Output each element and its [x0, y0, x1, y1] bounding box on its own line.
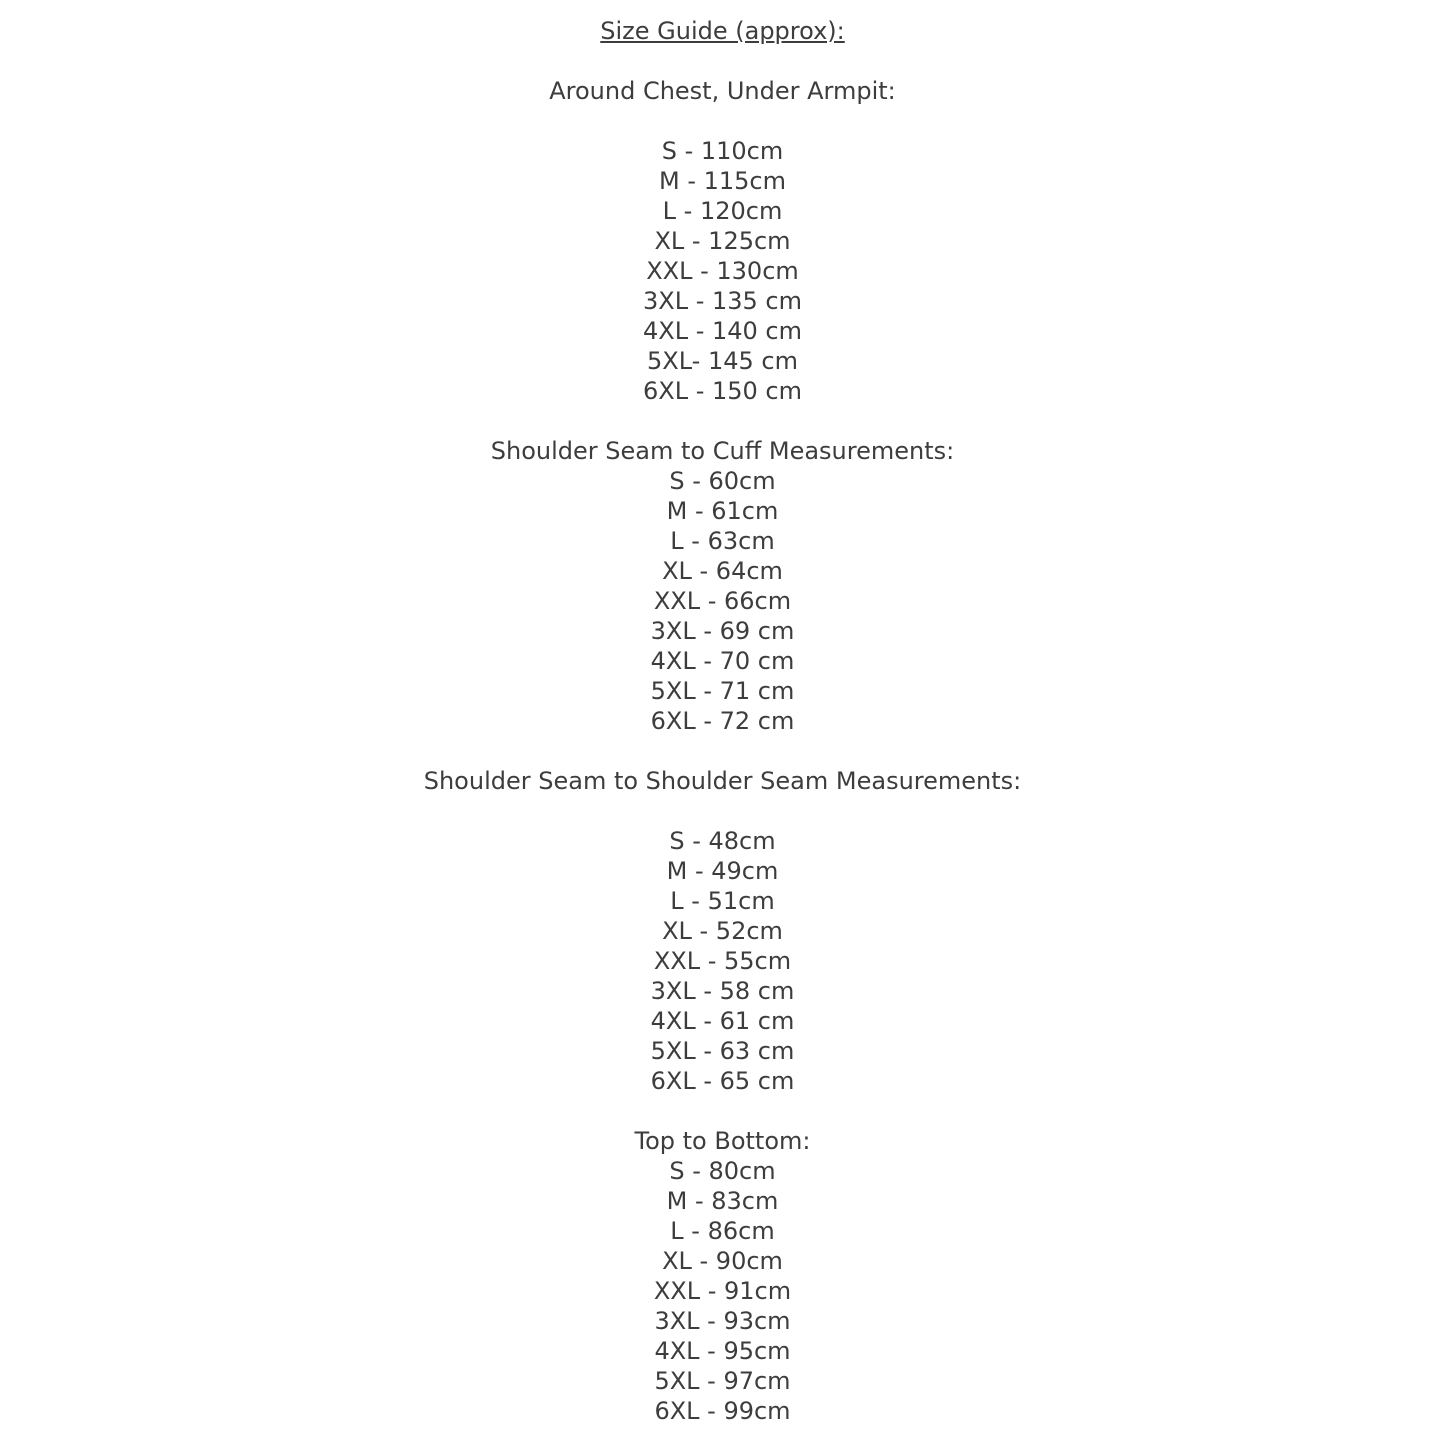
- size-row: M - 115cm: [658, 167, 786, 195]
- size-row: XXL - 91cm: [653, 1277, 792, 1305]
- size-row: S - 110cm: [661, 137, 784, 165]
- section-items: [50, 826, 1395, 1096]
- size-row: 5XL- 145 cm: [647, 347, 798, 375]
- size-guide-section: [50, 766, 1395, 1096]
- section-heading: Shoulder Seam to Cuff Measurements:: [490, 437, 955, 465]
- size-row: L - 86cm: [670, 1217, 775, 1245]
- size-row: XXL - 66cm: [653, 587, 792, 615]
- size-row: 4XL - 61 cm: [650, 1007, 795, 1035]
- size-row: 4XL - 70 cm: [650, 647, 795, 675]
- size-row: 4XL - 95cm: [654, 1337, 791, 1365]
- size-row: M - 83cm: [666, 1187, 779, 1215]
- size-row: S - 48cm: [669, 827, 776, 855]
- size-row: 3XL - 93cm: [654, 1307, 791, 1335]
- size-guide-section: [50, 1126, 1395, 1426]
- section-items: [50, 1156, 1395, 1426]
- size-guide-section: [50, 436, 1395, 736]
- size-row: 5XL - 71 cm: [650, 677, 795, 705]
- size-row: 5XL - 97cm: [654, 1367, 791, 1395]
- size-row: 6XL - 150 cm: [642, 377, 802, 405]
- size-row: 3XL - 58 cm: [650, 977, 795, 1005]
- size-row: XL - 90cm: [662, 1247, 783, 1275]
- size-row: 5XL - 63 cm: [650, 1037, 795, 1065]
- size-row: 6XL - 65 cm: [650, 1067, 795, 1095]
- size-row: S - 60cm: [669, 467, 776, 495]
- section-items: [50, 136, 1395, 406]
- size-row: XL - 52cm: [662, 917, 783, 945]
- size-row: S - 80cm: [669, 1157, 776, 1185]
- size-guide-document: [50, 0, 1395, 1426]
- sections: [50, 76, 1395, 1426]
- size-row: 3XL - 135 cm: [642, 287, 802, 315]
- size-row: XXL - 55cm: [653, 947, 792, 975]
- size-row: 4XL - 140 cm: [642, 317, 802, 345]
- size-row: L - 51cm: [670, 887, 775, 915]
- size-row: 3XL - 69 cm: [650, 617, 795, 645]
- size-row: XL - 64cm: [662, 557, 783, 585]
- section-heading: Shoulder Seam to Shoulder Seam Measurements:: [423, 767, 1022, 795]
- size-row: 6XL - 99cm: [654, 1397, 791, 1425]
- size-row: M - 49cm: [666, 857, 779, 885]
- size-guide-section: [50, 76, 1395, 406]
- section-items: [50, 466, 1395, 736]
- size-row: 6XL - 72 cm: [650, 707, 795, 735]
- size-row: L - 120cm: [662, 197, 783, 225]
- size-row: M - 61cm: [666, 497, 779, 525]
- size-row: L - 63cm: [670, 527, 775, 555]
- section-heading: Around Chest, Under Armpit:: [549, 77, 896, 105]
- page-title: Size Guide (approx):: [600, 17, 845, 45]
- size-row: XL - 125cm: [654, 227, 791, 255]
- size-row: XXL - 130cm: [646, 257, 799, 285]
- section-heading: Top to Bottom:: [634, 1127, 811, 1155]
